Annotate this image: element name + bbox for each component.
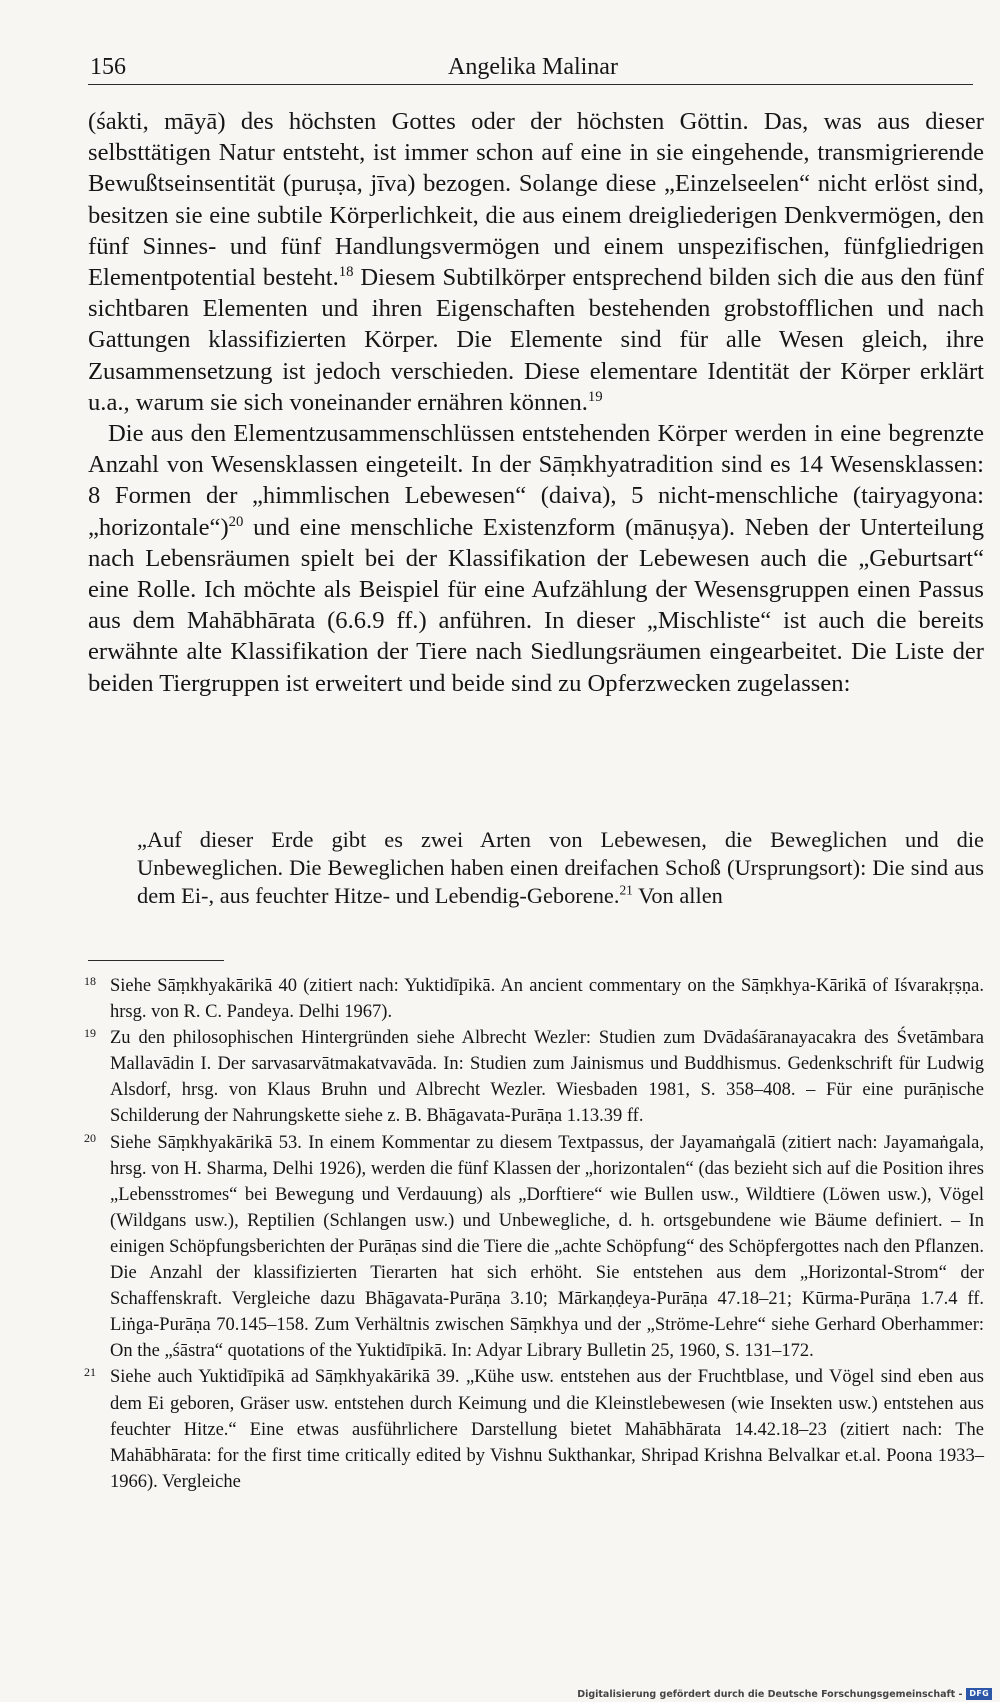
dfg-logo-icon: DFG <box>966 1688 992 1700</box>
footnote-19 <box>84 1025 984 1129</box>
footnote-number: 20 <box>84 1130 96 1145</box>
footnote-18 <box>84 973 984 1025</box>
footnote-ref-20[interactable]: 20 <box>228 513 244 530</box>
digitization-note: Digitalisierung gefördert durch die Deutsche Forschungsgemeinschaft - <box>577 1688 963 1700</box>
footnote-divider <box>88 960 224 961</box>
footnote-text: Siehe auch Yuktidīpikā ad Sāṃkhyakārikā 39. „Kühe usw. entstehen aus der Fruchtblase, und Vögel sind eben aus dem Ei geboren, Gräser usw. entstehen durch Keimung und die Kleinstlebewesen (wie Insekten usw.) entstehen aus feuchter Hitze.“ Eine etwas ausführlichere Darstellung bietet Mahābhārata 14.42.18–23 (zitiert nach: The Mahābhārata: for the first time critically edited by Vishnu Sukthankar, Shripad Krishna Belvalkar et.al. Poona 1933–1966). Vergleiche <box>110 1367 984 1492</box>
footnote-number: 21 <box>84 1365 96 1380</box>
page-header <box>88 48 973 85</box>
footnote-ref-21[interactable]: 21 <box>619 882 633 898</box>
footnote-ref-18[interactable]: 18 <box>338 263 354 280</box>
page-number: 156 <box>90 54 126 80</box>
footnote-ref-19[interactable]: 19 <box>587 388 603 405</box>
quote-text-b: Von allen <box>632 883 723 908</box>
paragraph-1 <box>88 106 984 418</box>
footnote-number: 18 <box>84 974 96 988</box>
running-head: Angelika Malinar <box>448 54 618 80</box>
paragraph-2 <box>88 418 984 699</box>
footnote-number: 19 <box>84 1026 96 1041</box>
paragraph-1-text-a: (śakti, māyā) des höchsten Gottes oder der höchsten Göttin. Das, was aus dieser selbsttätigen Natur entsteht, ist immer schon auf eine in sie eingehende, transmigrierende Bewußtseinsentität (puruṣa, jīva) bezogen. Solange diese „Einzelseelen“ nicht erlöst sind, besitzen sie eine subtile Körperlichkeit, die aus einem dreigliederigen Denkvermögen, den fünf Sinnes- und fünf Handlungsvermögen und einem unspezifischen, fünfgliedrigen Elementpotential besteht. <box>88 108 984 292</box>
paragraph-2-text-b: und eine menschliche Existenzform (mānuṣya). Neben der Unterteilung nach Lebensräumen spielt bei der Klassifikation der Lebewesen auch die „Geburtsart“ eine Rolle. Ich möchte als Beispiel für eine Aufzählung der Wesensgruppen einen Passus aus dem Mahābhārata (6.6.9 ff.) anführen. In dieser „Mischliste“ ist auch die bereits erwähnte alte Klassifikation der Tiere nach Siedlungsräumen eingearbeitet. Die Liste der beiden Tiergruppen ist erweitert und beide sind zu Opferzwecken zugelassen: <box>88 513 984 697</box>
footnote-21 <box>84 1364 984 1494</box>
footnote-text: Siehe Sāṃkhyakārikā 40 (zitiert nach: Yuktidīpikā. An ancient commentary on the Sāṃkhya-Kārikā of Iśvarakṛṣṇa. hrsg. von R. C. Pandeya. Delhi 1967). <box>110 976 984 1023</box>
paragraph-1-text-b: Diesem Subtilkörper entsprechend bilden sich die aus den fünf sichtbaren Elementen und ihren Eigenschaften bestehenden grobstofflichen und nach Gattungen klassifizierten Körper. Die Elemente sind für alle Wesen gleich, ihre Zusammensetzung ist jedoch verschieden. Diese elementare Identität der Körper erklärt u.a., warum sie sich voneinander ernähren können. <box>88 264 984 416</box>
quote-text-a: „Auf dieser Erde gibt es zwei Arten von Lebewesen, die Beweglichen und die Unbeweglichen. Die Beweglichen haben einen dreifachen Schoß (Ursprungsort): Die sind aus dem Ei-, aus feuchter Hitze- und Lebendig-Geborene. <box>137 827 984 908</box>
main-text <box>88 106 984 699</box>
footnote-text: Siehe Sāṃkhyakārikā 53. In einem Kommentar zu diesem Textpassus, der Jayamaṅgalā (zitiert nach: Jayamaṅgala, hrsg. von H. Sharma, Delhi 1926), werden die fünf Klassen der „horizontalen“ (das bezieht sich auf die Position ihres „Lebensstromes“ bei Bewegung und Verdauung) als „Dorftiere“ wie Bullen usw., Wildtiere (Löwen usw.), Vögel (Wildgans usw.), Reptilien (Schlangen usw.) und Unbewegliche, d. h. ortsgebundene wie Bäume definiert. – In einigen Schöpfungsberichten der Purāṇas sind die Tiere die „achte Schöpfung“ des Schöpfergottes nach den Pflanzen. Die Anzahl der klassifizierten Tierarten hat sich erhöht. Sie entstehen aus dem „Horizontal-Strom“ der Schaffenskraft. Vergleiche dazu Bhāgavata-Purāṇa 3.10; Mārkaṇḍeya-Purāṇa 47.18–21; Kūrma-Purāṇa 1.7.4 ff. Liṅga-Purāṇa 70.145–158. Zum Verhältnis zwischen Sāṃkhya und der „Ströme-Lehre“ siehe Gerhard Oberhammer: On the „śāstra“ quotations of the Yuktidīpikā. In: Adyar Library Bulletin 25, 1960, S. 131–172. <box>110 1132 984 1362</box>
footnote-text: Zu den philosophischen Hintergründen siehe Albrecht Wezler: Studien zum Dvādaśāranayacakra des Śvetāmbara Mallavādin I. Der sarvasarvātmakatvavāda. In: Studien zum Jainismus und Buddhismus. Gedenkschrift für Ludwig Alsdorf, hrsg. von Klaus Bruhn und Albrecht Wezler. Wiesbaden 1981, S. 358–408. – Für eine purāṇische Schilderung der Nahrungskette siehe z. B. Bhāgavata-Purāṇa 1.13.39 ff. <box>110 1028 984 1127</box>
footnotes <box>84 973 984 1495</box>
digitization-footer <box>577 1688 992 1700</box>
paragraph-2-text-a: Die aus den Elementzusammenschlüssen entstehenden Körper werden in eine begrenzte Anzahl von Wesensklassen eingeteilt. In der Sāṃkhyatradition sind es 14 Wesensklassen: 8 Formen der „himmlischen Lebewesen“ (daiva), 5 nicht-menschliche (tairyagyona: „horizontale“) <box>88 420 984 541</box>
footnote-20 <box>84 1130 984 1365</box>
block-quote <box>137 826 984 910</box>
